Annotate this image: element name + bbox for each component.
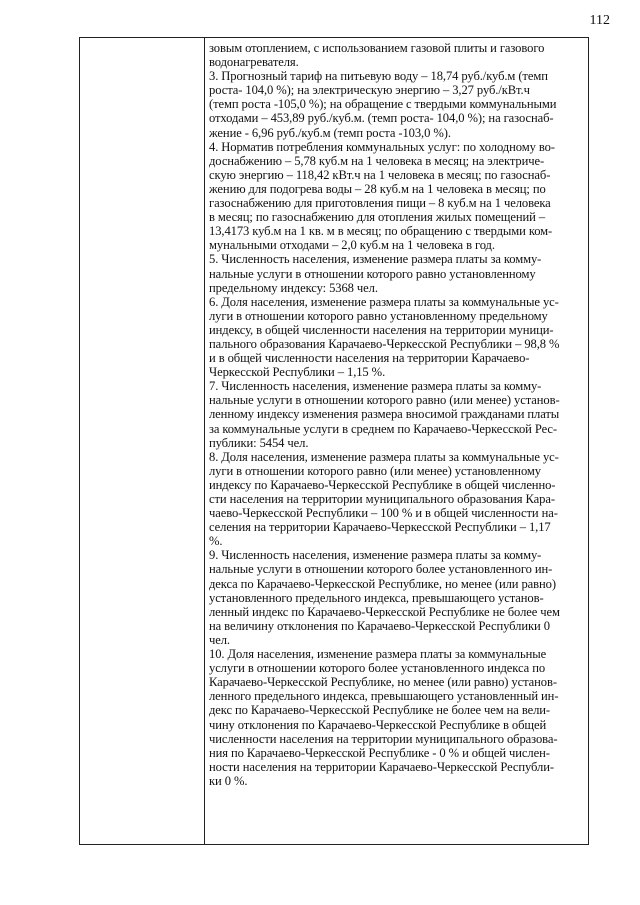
- text-line: 7. Численность населения, изменение размера платы за комму-: [209, 379, 542, 394]
- text-line: луги в отношении которого равно установленному предельному: [209, 308, 548, 323]
- text-line: на величину отклонения по Карачаево-Черкесской Республики 0: [209, 618, 550, 633]
- text-line: 5. Численность населения, изменение размера платы за комму-: [209, 252, 542, 267]
- text-line: водонагревателя.: [209, 55, 299, 70]
- text-line: ленному индексу изменения размера вносимой гражданами платы: [209, 407, 560, 422]
- text-line: ния по Карачаево-Черкесской Республике - 0 % и общей числен-: [209, 745, 550, 760]
- text-line: (темп роста -105,0 %); на обращение с твердыми коммунальными: [209, 97, 557, 112]
- text-line: Карачаево-Черкесской Республике, но менее (или равно) установ-: [209, 675, 557, 690]
- text-line: роста- 104,0 %); на электрическую энергию – 3,27 руб./кВт.ч: [209, 83, 530, 98]
- text-line: мунальными отходами – 2,0 куб.м на 1 человека в год.: [209, 238, 495, 253]
- text-line: скую энергию – 118,42 кВт.ч на 1 человека в месяц; по газоснаб-: [209, 167, 551, 182]
- text-line: луги в отношении которого равно (или менее) установленному: [209, 463, 541, 478]
- text-line: сти населения на территории муниципального образования Кара-: [209, 492, 555, 506]
- text-line: декс по Карачаево-Черкесской Республике не более чем на вели-: [209, 703, 551, 718]
- text-line: в месяц; по газоснабжению для отопления жилых помещений –: [209, 210, 546, 225]
- text-line: ленного предельного индекса, превышающего установленный ин-: [209, 689, 559, 704]
- text-line: %.: [209, 534, 223, 549]
- text-line: индексу, в общей численности населения на территории муници-: [209, 322, 554, 337]
- table-left-cell: [80, 38, 205, 844]
- text-line: чаево-Черкесской Республики – 100 % и в общей численности на-: [209, 506, 558, 521]
- text-line: и в общей численности населения на территории Карачаево-: [209, 351, 530, 366]
- text-line: Черкесской Республики – 1,15 %.: [209, 365, 386, 380]
- text-line: зовым отоплением, с использованием газовой плиты и газового: [209, 41, 545, 55]
- page-number: 112: [589, 13, 610, 28]
- text-line: пального образования Карачаево-Черкесской Республики – 98,8 %: [209, 336, 560, 351]
- text-line: 10. Доля населения, изменение размера платы за коммунальные: [209, 647, 547, 662]
- text-line: 6. Доля населения, изменение размера платы за коммунальные ус-: [209, 294, 559, 309]
- text-line: ности населения на территории Карачаево-Черкесской Республи-: [209, 759, 554, 774]
- text-line: установленного предельного индекса, превышающего установ-: [209, 590, 544, 605]
- table-right-cell: [205, 38, 588, 844]
- text-line: ленный индекс по Карачаево-Черкесской Республике не более чем: [209, 604, 560, 619]
- text-line: чел.: [209, 632, 230, 647]
- text-line: 3. Прогнозный тариф на питьевую воду – 18,74 руб./куб.м (темп: [209, 69, 548, 84]
- text-line: услуги в отношении которого более установленного индекса по: [209, 661, 546, 676]
- text-line: предельному индексу: 5368 чел.: [209, 280, 378, 295]
- text-line: 9. Численность населения, изменение размера платы за комму-: [209, 548, 542, 563]
- text-line: 13,4173 куб.м на 1 кв. м в месяц; по обращению с твердыми ком-: [209, 224, 553, 239]
- text-line: декса по Карачаево-Черкесской Республике, но менее (или равно): [209, 576, 556, 591]
- text-line: ки 0 %.: [209, 773, 248, 788]
- text-line: жению для подогрева воды – 28 куб.м на 1 человека в месяц; по: [209, 181, 546, 196]
- text-line: селения на территории Карачаево-Черкесской Республики – 1,17: [209, 520, 551, 535]
- text-line: чину отклонения по Карачаево-Черкесской Республике в общей: [209, 717, 547, 732]
- text-line: 4. Норматив потребления коммунальных услуг: по холодному во-: [209, 139, 555, 154]
- text-line: численности населения на территории муниципального образова-: [209, 731, 558, 746]
- text-line: доснабжению – 5,78 куб.м на 1 человека в месяц; на электриче-: [209, 153, 545, 168]
- text-line: за коммунальные услуги в среднем по Карачаево-Черкесской Рес-: [209, 421, 557, 436]
- text-line: 8. Доля населения, изменение размера платы за коммунальные ус-: [209, 449, 559, 464]
- text-line: нальные услуги в отношении которого более установленного ин-: [209, 562, 553, 577]
- document-table: [79, 37, 589, 845]
- text-line: отходами – 453,89 руб./куб.м. (темп роста- 104,0 %); на газоснаб-: [209, 111, 554, 126]
- text-line: индексу по Карачаево-Черкесской Республике в общей численно-: [209, 477, 556, 492]
- text-line: нальные услуги в отношении которого равно (или менее) установ-: [209, 393, 560, 408]
- text-line: жение - 6,96 руб./куб.м (темп роста -103,0 %).: [209, 125, 451, 140]
- text-line: нальные услуги в отношении которого равно установленному: [209, 266, 536, 281]
- text-line: публики: 5454 чел.: [209, 435, 309, 450]
- text-line: газоснабжению для приготовления пищи – 8 куб.м на 1 человека: [209, 196, 551, 211]
